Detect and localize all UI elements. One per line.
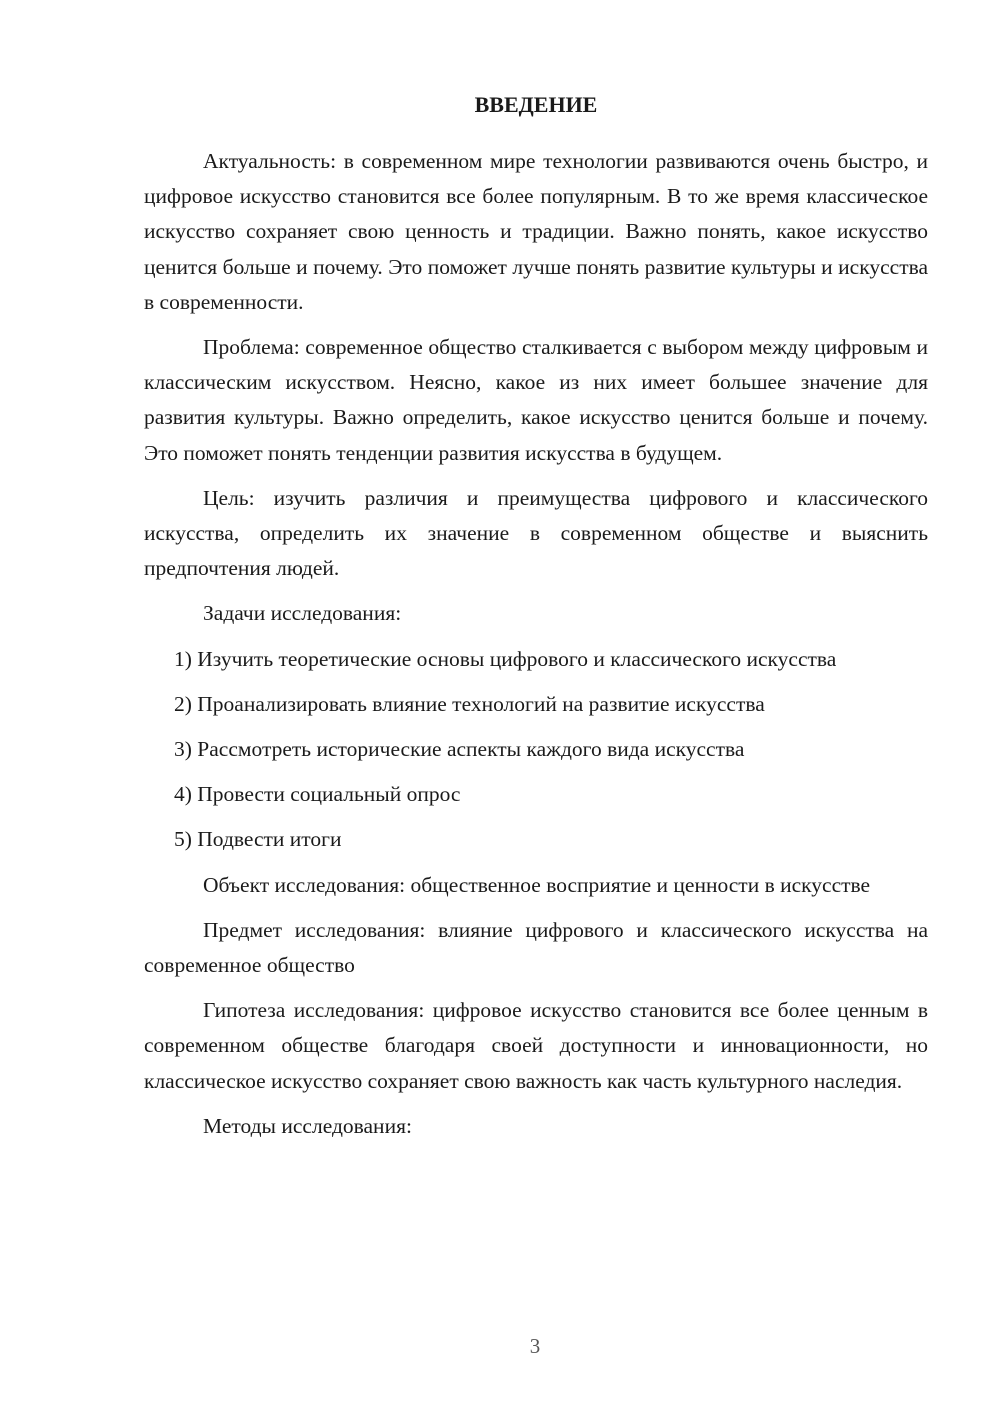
task-item-5: 5) Подвести итоги	[174, 827, 342, 852]
task-item-4: 4) Провести социальный опрос	[174, 782, 461, 807]
paragraph-hypothesis: Гипотеза исследования: цифровое искусство становится все более ценным в современном обществе благодаря своей доступности и инновационности, но классическое искусство сохраняет свою важность как часть культурного наследия.	[144, 998, 928, 1093]
paragraph-methods-title: Методы исследования:	[203, 1113, 412, 1138]
paragraph-problem: Проблема: современное общество сталкивается с выбором между цифровым и классическим искусством. Неясно, какое из них имеет большее значение для развития культуры. Важно определить, какое искусство ценится больше и почему. Это поможет понять тенденции развития искусства в будущем.	[144, 335, 928, 465]
paragraph-relevance: Актуальность: в современном мире технологии развиваются очень быстро, и цифровое искусство становится все более популярным. В то же время классическое искусство сохраняет свою ценность и традиции. Важно понять, какое искусство ценится больше и почему. Это поможет лучше понять развитие культуры и искусства в современности.	[144, 149, 928, 314]
paragraph-goal: Цель: изучить различия и преимущества цифрового и классического искусства, определить их значение в современном обществе и выяснить предпочтения людей.	[144, 485, 928, 581]
page-body	[144, 90, 928, 1154]
page-number: 3	[529, 1334, 541, 1358]
task-item-1: 1) Изучить теоретические основы цифрового и классического искусства	[174, 646, 837, 671]
task-item-2: 2) Проанализировать влияние технологий на развитие искусства	[174, 691, 765, 716]
paragraph-subject: Предмет исследования: влияние цифрового и классического искусства на современное общество	[144, 917, 928, 978]
paragraph-object: Объект исследования: общественное восприятие и ценности в искусстве	[203, 872, 871, 897]
task-item-3: 3) Рассмотреть исторические аспекты каждого вида искусства	[174, 737, 745, 762]
paragraph-tasks-title: Задачи исследования:	[203, 601, 402, 626]
section-heading: ВВЕДЕНИЕ	[474, 92, 598, 117]
